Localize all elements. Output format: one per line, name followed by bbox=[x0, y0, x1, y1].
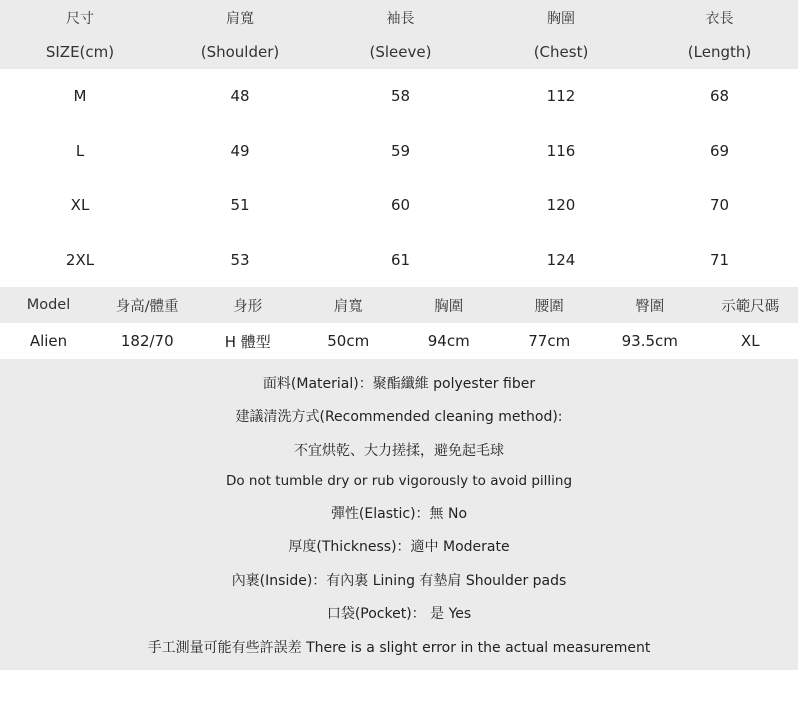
header-shoulder-cn: 肩寬 bbox=[226, 10, 254, 27]
cleaning-note-cn-line: 不宜烘乾、大力搓揉，避免起毛球 bbox=[294, 442, 504, 459]
header-shoulder: 肩寬 bbox=[333, 298, 363, 315]
length-value: 69 bbox=[709, 141, 730, 160]
header-chest-en: (Chest) bbox=[533, 43, 589, 61]
table-row bbox=[0, 233, 798, 288]
header-model: Model bbox=[26, 297, 71, 313]
header-height-weight: 身高/體重 bbox=[115, 298, 179, 315]
header-length-en: (Length) bbox=[687, 43, 752, 61]
shoulder-value: 53 bbox=[230, 250, 250, 269]
model-hip: 93.5cm bbox=[621, 332, 678, 350]
model-body-shape: H 體型 bbox=[224, 332, 271, 351]
shoulder-value: 49 bbox=[230, 141, 250, 160]
header-size-cn: 尺寸 bbox=[66, 10, 94, 27]
header-demo-size: 示範尺碼 bbox=[721, 298, 780, 315]
model-height-weight: 182/70 bbox=[120, 332, 174, 350]
size-label: L bbox=[75, 141, 85, 160]
elastic-line: 彈性(Elastic)：無 No bbox=[330, 505, 468, 522]
sleeve-value: 58 bbox=[390, 87, 411, 106]
model-chest: 94cm bbox=[427, 332, 470, 350]
header-length-cn: 衣長 bbox=[705, 10, 734, 27]
size-header-cn-row bbox=[0, 0, 798, 35]
table-row bbox=[0, 178, 798, 233]
sleeve-value: 59 bbox=[390, 141, 411, 160]
length-value: 68 bbox=[709, 87, 730, 106]
header-waist: 腰圍 bbox=[534, 298, 564, 315]
table-row bbox=[0, 69, 798, 124]
header-body-shape: 身形 bbox=[233, 298, 263, 315]
length-value: 70 bbox=[709, 196, 730, 215]
chest-value: 124 bbox=[546, 250, 576, 269]
chest-value: 116 bbox=[546, 141, 576, 160]
inside-line: 內裹(Inside)：有內裏 Lining 有墊肩 Shoulder pads bbox=[231, 572, 567, 589]
chest-value: 112 bbox=[546, 87, 576, 106]
shoulder-value: 51 bbox=[230, 196, 250, 215]
material-line: 面料(Material)：聚酯纖維 polyester fiber bbox=[262, 375, 536, 392]
cleaning-method-line: 建議清洗方式(Recommended cleaning method): bbox=[235, 409, 563, 425]
size-label: 2XL bbox=[65, 250, 95, 269]
model-header-row bbox=[0, 287, 798, 323]
shoulder-value: 48 bbox=[230, 87, 250, 106]
product-info-panel bbox=[0, 359, 798, 670]
header-size-en: SIZE(cm) bbox=[45, 43, 115, 61]
size-chart-table bbox=[0, 0, 798, 287]
size-header-en-row bbox=[0, 35, 798, 69]
table-row bbox=[0, 124, 798, 179]
header-sleeve-en: (Sleeve) bbox=[369, 43, 432, 61]
header-chest-cn: 胸圍 bbox=[547, 10, 575, 27]
header-shoulder-en: (Shoulder) bbox=[200, 43, 280, 61]
measurement-note-line: 手工測量可能有些許誤差 There is a slight error in the actual measurement bbox=[147, 639, 651, 656]
model-name: Alien bbox=[29, 332, 68, 350]
model-waist: 77cm bbox=[528, 332, 571, 350]
header-chest: 胸圍 bbox=[434, 298, 464, 315]
length-value: 71 bbox=[709, 250, 730, 269]
header-hip: 臀圍 bbox=[635, 298, 665, 315]
sleeve-value: 60 bbox=[390, 196, 411, 215]
thickness-line: 厚度(Thickness)：適中 Moderate bbox=[288, 539, 510, 555]
size-label: XL bbox=[70, 196, 90, 215]
size-label: M bbox=[73, 87, 87, 106]
model-size: XL bbox=[740, 332, 760, 350]
chest-value: 120 bbox=[546, 196, 576, 215]
model-info-table bbox=[0, 287, 798, 359]
cleaning-note-en-line: Do not tumble dry or rub vigorously to avoid pilling bbox=[225, 473, 573, 489]
sleeve-value: 61 bbox=[390, 250, 411, 269]
model-row bbox=[0, 323, 798, 359]
pocket-line: 口袋(Pocket)： 是 Yes bbox=[326, 606, 472, 622]
model-shoulder: 50cm bbox=[327, 332, 370, 350]
header-sleeve-cn: 袖長 bbox=[386, 10, 415, 27]
